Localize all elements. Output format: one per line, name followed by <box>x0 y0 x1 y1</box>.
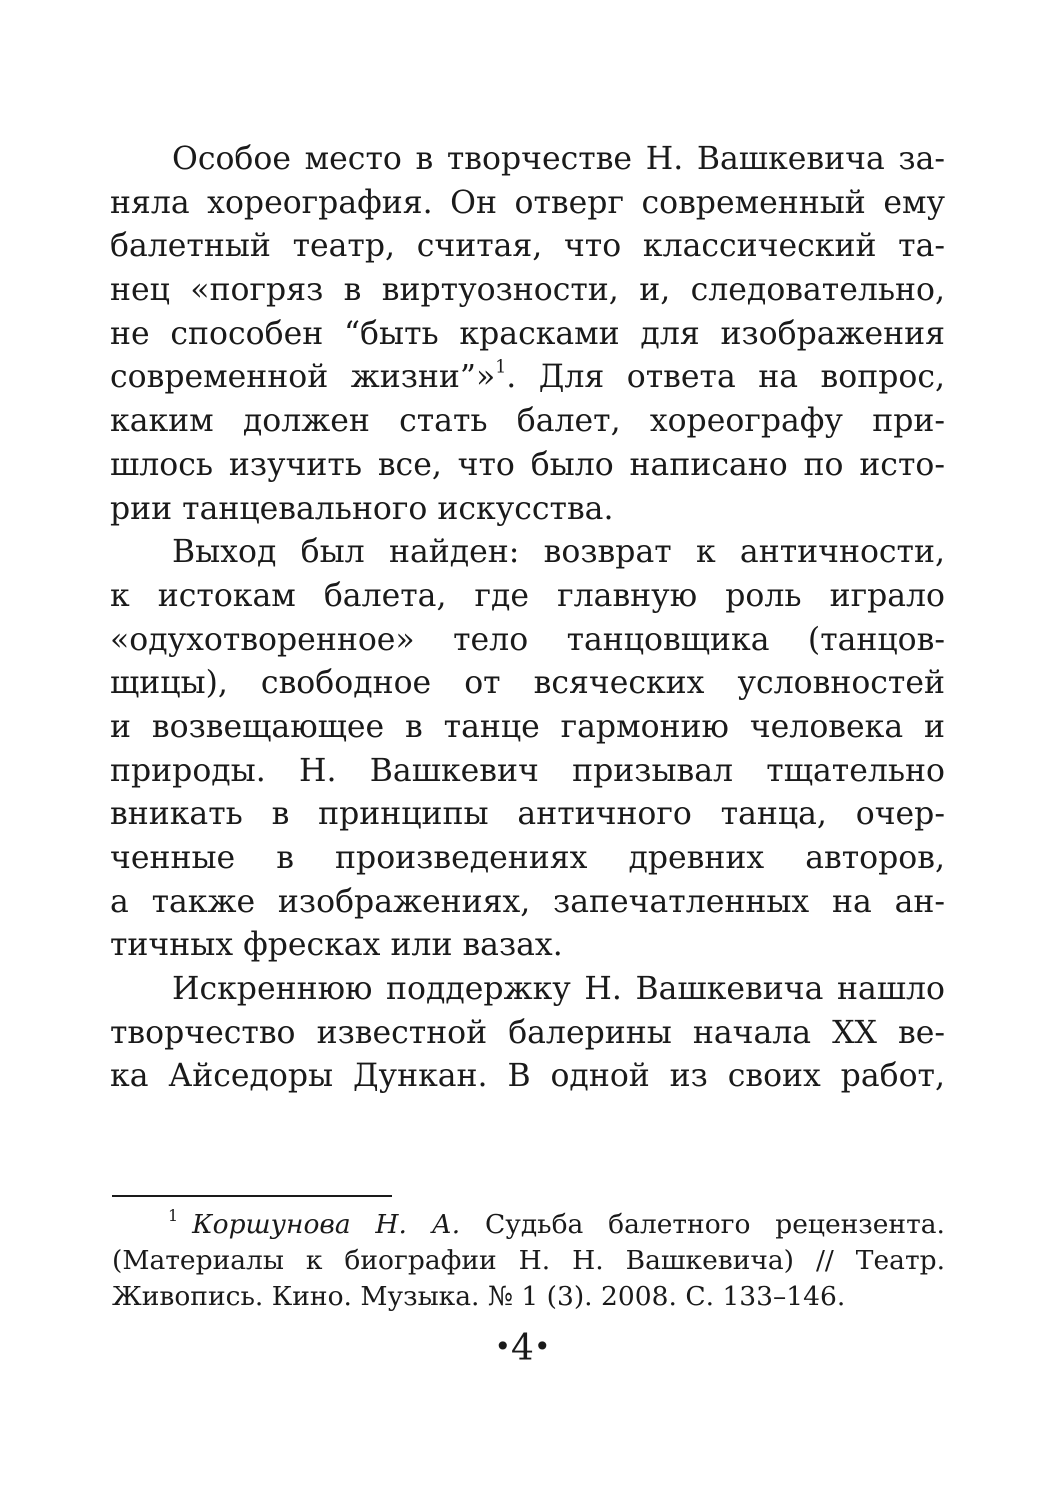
text-line: и возвещающее в танце гармонию человека и <box>110 708 945 745</box>
text-line: няла хореография. Он отверг современный ему <box>110 184 945 221</box>
page-number-value: 4 <box>511 1328 534 1369</box>
text-line-with-footnote-ref <box>110 356 945 400</box>
text-line: «одухотворенное» тело танцовщика (танцов- <box>110 621 945 658</box>
page-number-ornament-left: • <box>494 1330 512 1363</box>
text-line: Особое место в творчестве Н. Вашкевича за- <box>172 141 945 177</box>
text-line: каким должен стать балет, хореографу при- <box>110 403 945 440</box>
line-end: . Для ответа на вопрос, <box>506 359 945 396</box>
text-line: Выход был найден: возврат к античности, <box>172 534 945 571</box>
text-line: ченные в произведениях древних авторов, <box>110 840 945 876</box>
text-line: творчество известной балерины начала XX ве- <box>110 1014 945 1051</box>
footnote-line: (Материалы к биографии Н. Н. Вашкевича) // Театр. <box>112 1245 945 1276</box>
text-line: а также изображениях, запечатленных на ан- <box>110 883 945 920</box>
text-line: балетный театр, считая, что классический та- <box>110 228 945 265</box>
page-number-ornament-right: • <box>533 1330 551 1363</box>
text-line: тичных фресках или вазах. <box>110 927 563 964</box>
text-line: не способен “быть красками для изображения <box>110 315 945 352</box>
text-line: рии танцевального искусства. <box>110 490 614 527</box>
main-text <box>110 138 945 1099</box>
text-line: к истокам балета, где главную роль играло <box>110 577 945 614</box>
text-line: природы. Н. Вашкевич призывал тщательно <box>110 752 945 789</box>
footnote-mark: 1 <box>168 1206 179 1226</box>
text-line: вникать в принципы античного танца, очер- <box>110 796 945 833</box>
footnote-line: Живопись. Кино. Музыка. № 1 (3). 2008. С. 133–146. <box>112 1281 846 1312</box>
text-line: шлось изучить все, что было написано по исто- <box>110 446 945 483</box>
footnote-title: Судьба балетного рецензента. <box>460 1209 945 1240</box>
text-line: Искреннюю поддержку Н. Вашкевича нашло <box>172 971 945 1008</box>
footnote <box>112 1207 945 1315</box>
footnote-divider <box>112 1195 392 1197</box>
footnote-ref: 1 <box>495 357 507 378</box>
text-line: щицы), свободное от всяческих условностей <box>110 665 945 702</box>
page-number <box>0 1327 1045 1369</box>
footnote-author: Коршунова Н. А. <box>192 1209 461 1240</box>
text-line: нец «погряз в виртуозности, и, следовательно, <box>110 272 945 309</box>
line-start: современной жизни”» <box>110 359 496 396</box>
footnote-line <box>112 1207 945 1243</box>
text-line: ка Айседоры Дункан. В одной из своих работ, <box>110 1058 945 1095</box>
